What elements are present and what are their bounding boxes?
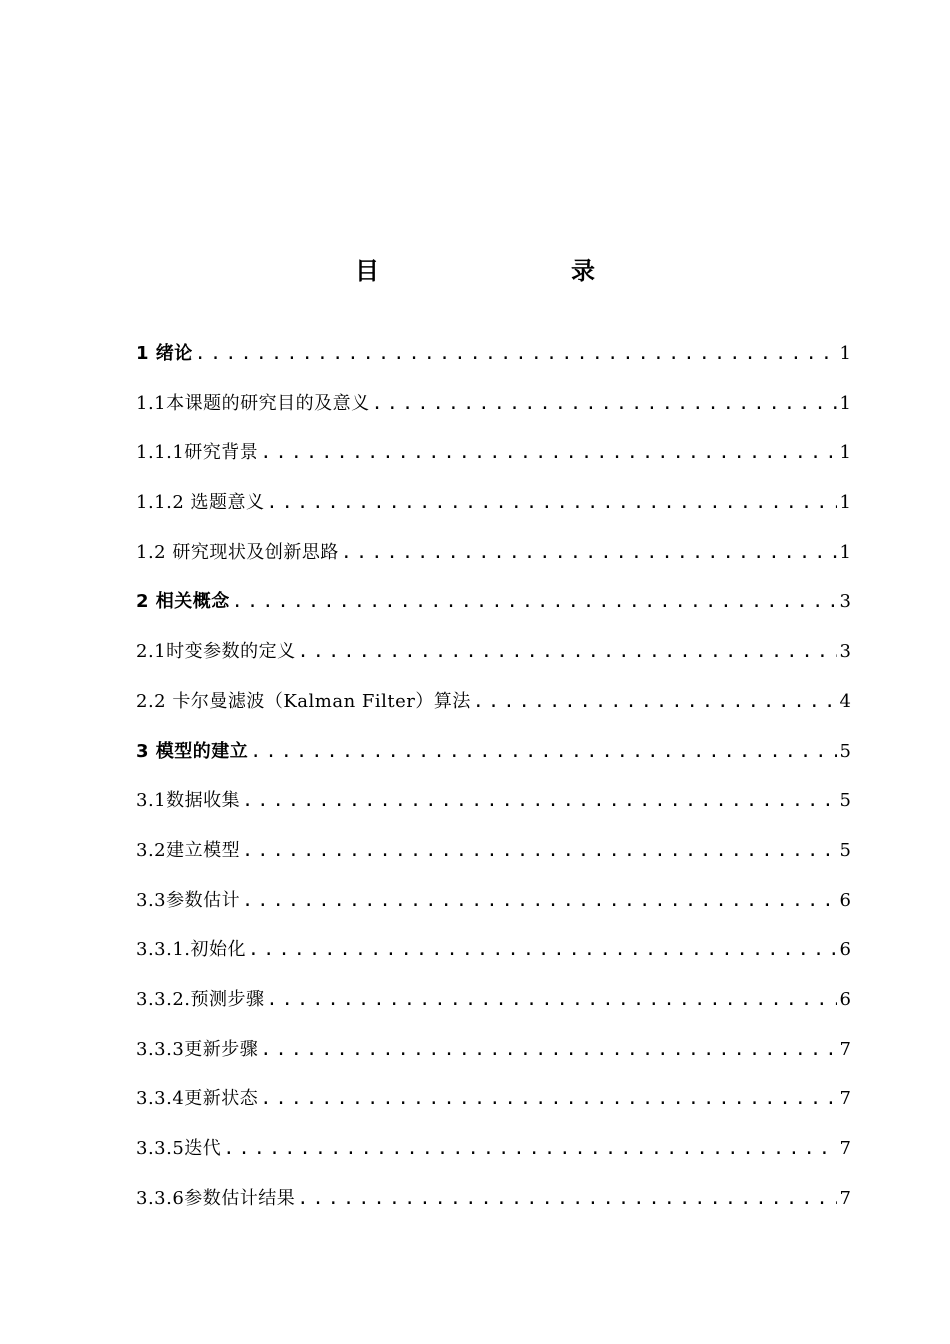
toc-entry[interactable] xyxy=(136,1134,851,1184)
toc-dot-leader xyxy=(341,538,837,568)
toc-entry-label: 1.1.1研究背景 xyxy=(136,442,259,464)
toc-entry-page: 3 xyxy=(839,641,851,663)
toc-entry[interactable] xyxy=(136,438,851,488)
toc-dot-leader xyxy=(242,786,837,816)
toc-entry[interactable] xyxy=(136,1184,851,1234)
toc-entry[interactable] xyxy=(136,985,851,1035)
toc-dot-leader xyxy=(248,935,837,965)
toc-entry-label: 3 模型的建立 xyxy=(136,740,249,762)
toc-entry-page: 1 xyxy=(839,541,851,563)
toc-entry-label: 3.1数据收集 xyxy=(136,790,241,812)
toc-dot-leader xyxy=(372,389,837,419)
toc-entry-page: 1 xyxy=(839,442,851,464)
toc-entry[interactable] xyxy=(136,1035,851,1085)
toc-entry-label: 1.1.2 选题意义 xyxy=(136,492,265,514)
toc-entry-label: 2 相关概念 xyxy=(136,591,230,613)
toc-entry-page: 1 xyxy=(839,492,851,514)
page-title: 目 录 xyxy=(355,257,643,285)
toc-entry[interactable] xyxy=(136,935,851,985)
toc-entry-label: 3.3.1.初始化 xyxy=(136,939,247,961)
toc-entry-page: 3 xyxy=(839,591,851,613)
toc-entry-page: 6 xyxy=(839,988,851,1010)
toc-entry-label: 2.2 卡尔曼滤波（Kalman Filter）算法 xyxy=(136,690,471,712)
toc-entry[interactable] xyxy=(136,339,851,389)
table-of-contents xyxy=(136,339,851,1233)
toc-entry-page: 1 xyxy=(839,343,851,364)
toc-entry[interactable] xyxy=(136,389,851,439)
toc-entry-page: 1 xyxy=(839,392,851,414)
toc-entry[interactable] xyxy=(136,538,851,588)
toc-dot-leader xyxy=(260,1084,837,1114)
toc-entry[interactable] xyxy=(136,488,851,538)
toc-dot-leader xyxy=(195,339,837,369)
toc-dot-leader xyxy=(242,886,837,916)
toc-dot-leader xyxy=(260,438,837,468)
toc-entry-page: 7 xyxy=(839,1187,851,1209)
toc-entry-page: 4 xyxy=(839,690,851,712)
toc-entry-label: 1.2 研究现状及创新思路 xyxy=(136,541,339,563)
toc-entry-page: 7 xyxy=(839,1138,851,1159)
toc-entry-label: 3.3参数估计 xyxy=(136,889,241,911)
toc-entry[interactable] xyxy=(136,737,851,787)
toc-entry-label: 3.2建立模型 xyxy=(136,839,241,861)
toc-entry-label: 3.3.3更新步骤 xyxy=(136,1038,259,1060)
toc-dot-leader xyxy=(250,737,837,767)
toc-entry-page: 5 xyxy=(839,790,851,812)
toc-dot-leader xyxy=(298,637,837,667)
toc-entry-label: 3.3.4更新状态 xyxy=(136,1088,259,1110)
toc-dot-leader xyxy=(223,1134,837,1164)
toc-entry-label: 1 绪论 xyxy=(136,343,193,364)
toc-entry-page: 5 xyxy=(839,839,851,861)
toc-entry[interactable] xyxy=(136,1084,851,1134)
toc-entry-label: 1.1本课题的研究目的及意义 xyxy=(136,392,370,414)
toc-dot-leader xyxy=(267,488,837,518)
toc-entry-page: 6 xyxy=(839,889,851,911)
toc-dot-leader xyxy=(260,1035,837,1065)
toc-entry-page: 7 xyxy=(839,1038,851,1060)
toc-dot-leader xyxy=(232,587,837,617)
toc-entry[interactable] xyxy=(136,786,851,836)
toc-dot-leader xyxy=(473,687,837,717)
toc-entry-label: 3.3.2.预测步骤 xyxy=(136,988,265,1010)
toc-entry-label: 3.3.6参数估计结果 xyxy=(136,1187,296,1209)
toc-entry[interactable] xyxy=(136,587,851,637)
toc-entry-page: 6 xyxy=(839,939,851,961)
toc-entry-label: 2.1时变参数的定义 xyxy=(136,641,296,663)
toc-entry-page: 7 xyxy=(839,1088,851,1110)
toc-entry[interactable] xyxy=(136,637,851,687)
toc-entry[interactable] xyxy=(136,886,851,936)
toc-dot-leader xyxy=(242,836,837,866)
toc-entry-page: 5 xyxy=(839,740,851,762)
toc-entry[interactable] xyxy=(136,836,851,886)
toc-entry[interactable] xyxy=(136,687,851,737)
toc-dot-leader xyxy=(297,1184,837,1214)
toc-dot-leader xyxy=(267,985,837,1015)
toc-entry-label: 3.3.5迭代 xyxy=(136,1138,222,1159)
